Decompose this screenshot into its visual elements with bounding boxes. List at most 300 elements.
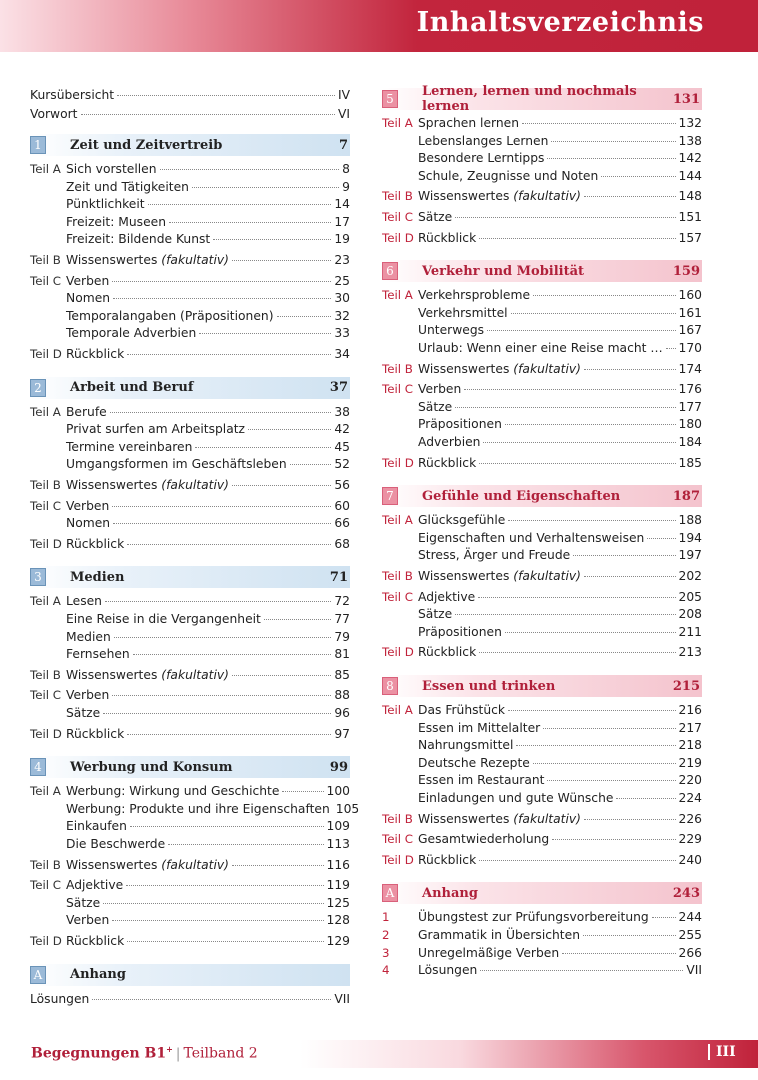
toc-page-number: 180 <box>678 417 702 432</box>
toc-entry <box>382 360 702 378</box>
toc-entry-title <box>418 304 508 322</box>
toc-page-number: 109 <box>326 819 350 834</box>
dot-leader <box>562 953 675 954</box>
toc-part-label: Teil C <box>30 498 62 513</box>
chapter-heading <box>30 756 350 778</box>
toc-page-number: 142 <box>678 151 702 166</box>
toc-entry-title-text: Rückblick <box>66 347 125 361</box>
toc-entry <box>382 229 702 247</box>
toc-page-number: 167 <box>678 323 702 338</box>
toc-entry-title-text: Termine vereinbaren <box>66 439 193 454</box>
toc-entry-title <box>66 894 100 912</box>
toc-part-label: Teil B <box>30 667 61 682</box>
toc-entry <box>30 835 350 853</box>
chapter-heading <box>30 377 350 399</box>
footer-subtitle: Teilband 2 <box>183 1045 258 1062</box>
toc-entry <box>30 704 350 722</box>
toc-entry-title-text: Sätze <box>418 399 453 414</box>
toc-page-number: 125 <box>326 895 350 910</box>
chapter-page: 37 <box>329 380 348 396</box>
toc-entry-title <box>418 546 570 564</box>
toc-part-label: Teil B <box>30 478 61 492</box>
toc-entry-title-text: Grammatik in Übersichten <box>418 928 580 942</box>
toc-entry <box>382 529 702 547</box>
toc-entry-title <box>66 535 124 553</box>
toc-part-label: Teil D <box>30 726 62 741</box>
chapter-number-badge: 6 <box>382 262 398 280</box>
toc-page-number: 105 <box>335 801 360 816</box>
toc-entry-title-text: Deutsche Rezepte <box>418 755 530 770</box>
toc-entry-extra: (fakultativ) <box>513 189 581 204</box>
toc-entry-title-text: Die Beschwerde <box>66 837 166 851</box>
toc-page-number: 266 <box>678 945 702 960</box>
toc-entry-title-text: Freizeit: Bildende Kunst <box>66 232 211 247</box>
toc-entry-title <box>418 114 519 132</box>
footer-book-name: Begegnungen B1 <box>31 1045 167 1062</box>
toc-page-number: 177 <box>678 399 702 414</box>
toc-entry <box>30 666 350 684</box>
toc-page-number: 205 <box>678 589 702 604</box>
toc-entry <box>382 908 702 926</box>
toc-page-number: 220 <box>678 773 702 788</box>
toc-entry-title <box>66 160 157 178</box>
toc-entry-title-text: Wissenswertes <box>66 478 158 492</box>
toc-entry <box>30 817 350 835</box>
toc-entry-title-text: Rückblick <box>418 645 477 660</box>
toc-entry <box>30 213 350 231</box>
toc-entry-title <box>418 529 644 547</box>
toc-entry-title-text: Essen im Mittelalter <box>418 720 541 735</box>
chapter-number-badge: A <box>30 966 46 984</box>
toc-entry-title-text: Verkehrsmittel <box>418 305 508 320</box>
toc-page-number: 100 <box>326 784 350 799</box>
dot-leader <box>551 141 675 142</box>
dot-leader <box>483 442 675 443</box>
toc-entry-title <box>418 511 505 529</box>
toc-page-number: 202 <box>678 569 702 583</box>
dot-leader <box>583 935 676 936</box>
toc-part-label: Teil B <box>382 361 413 376</box>
toc-entry-title-text: Sätze <box>418 607 453 622</box>
toc-part-label: Teil D <box>382 645 414 660</box>
dot-leader <box>511 313 676 314</box>
toc-part-label: Teil D <box>382 230 414 245</box>
toc-entry <box>382 771 702 789</box>
dot-leader <box>505 424 676 425</box>
toc-entry-title-text: Sich vorstellen <box>66 162 157 176</box>
toc-page-number: 224 <box>678 791 702 805</box>
toc-page-number: 160 <box>678 288 702 303</box>
toc-entry <box>30 514 350 532</box>
toc-entry-title <box>66 455 287 473</box>
toc-entry-title-text: Einkaufen <box>66 819 127 834</box>
toc-entry-title-text: Pünktlichkeit <box>66 197 145 212</box>
toc-page-number: 244 <box>678 910 702 925</box>
dot-leader <box>277 316 332 317</box>
toc-entry-title-text: Sätze <box>418 210 453 224</box>
dot-leader <box>508 520 675 521</box>
toc-entry-title-text: Wissenswertes <box>66 253 158 267</box>
toc-page-number: 151 <box>678 210 702 224</box>
dot-leader <box>533 763 676 764</box>
toc-entry-title <box>30 990 89 1008</box>
toc-entry <box>30 420 350 438</box>
toc-page-number: 19 <box>334 232 350 247</box>
toc-entry-title <box>418 415 502 433</box>
toc-entry-title <box>66 476 229 494</box>
chapter-title: Gefühle und Eigenschaften <box>422 488 621 504</box>
toc-entry-title <box>66 856 229 874</box>
toc-page-number: 45 <box>334 439 350 454</box>
toc-part-label: 1 <box>382 910 390 925</box>
toc-part-label: Teil C <box>382 832 414 847</box>
toc-entry-title-text: Lösungen <box>418 963 478 978</box>
toc-entry <box>30 497 350 515</box>
toc-entry-title-text: Rückblick <box>66 934 125 948</box>
toc-entry <box>382 304 702 322</box>
toc-entry-title-text: Sätze <box>66 706 101 720</box>
toc-entry-title-text: Lösungen <box>30 991 90 1006</box>
toc-entry-title <box>66 666 229 684</box>
toc-page-number: 33 <box>334 326 350 341</box>
toc-entry <box>30 990 350 1008</box>
dot-leader <box>133 654 332 655</box>
toc-entry-title-text: Rückblick <box>418 455 477 470</box>
chapter-title: Werbung und Konsum <box>70 759 233 775</box>
toc-entry-title-text: Nomen <box>66 516 111 531</box>
toc-page-number: 88 <box>334 688 350 703</box>
page-title: Inhaltsverzeichnis <box>416 7 704 38</box>
chapter-heading <box>30 566 350 588</box>
toc-entry-title-text: Verben <box>66 498 110 513</box>
chapter-number-badge: A <box>382 884 398 902</box>
dot-leader <box>113 523 331 524</box>
dot-leader <box>479 860 675 861</box>
dot-leader <box>666 348 676 349</box>
toc-entry-extra: (fakultativ) <box>513 361 581 376</box>
toc-entry-title-text: Schule, Zeugnisse und Noten <box>418 168 599 183</box>
dot-leader <box>455 407 675 408</box>
dot-leader <box>584 196 676 197</box>
dot-leader <box>480 970 683 971</box>
toc-entry-title-text: Glücksgefühle <box>418 513 506 528</box>
dot-leader <box>112 281 331 282</box>
dot-leader <box>508 710 675 711</box>
toc-entry-title-text: Unregelmäßige Verben <box>418 945 560 960</box>
toc-entry-title <box>66 403 107 421</box>
toc-entry-title <box>418 830 549 848</box>
toc-entry <box>30 610 350 628</box>
toc-page-number: 138 <box>678 133 702 148</box>
toc-entry-title-text: Wissenswertes <box>66 857 158 872</box>
chapter-heading <box>30 964 350 986</box>
toc-page-number: 197 <box>678 548 702 563</box>
dot-leader <box>199 333 331 334</box>
chapter-page: 7 <box>338 137 348 153</box>
chapter-page: 99 <box>329 759 348 775</box>
toc-entry <box>382 754 702 772</box>
toc-entry <box>382 944 702 962</box>
dot-leader <box>584 369 676 370</box>
toc-entry <box>30 856 350 874</box>
dot-leader <box>117 95 335 96</box>
toc-entry-title <box>66 251 229 269</box>
chapter-title: Verkehr und Mobilität <box>422 263 585 279</box>
toc-entry-title-text: Temporalangaben (Präpositionen) <box>66 308 274 323</box>
dot-leader <box>127 941 323 942</box>
toc-page-number: 113 <box>326 837 350 851</box>
toc-entry-title <box>66 307 274 325</box>
toc-entry <box>30 251 350 269</box>
toc-entry-title-text: Rückblick <box>66 536 125 551</box>
toc-entry <box>382 961 702 979</box>
toc-page-number: 218 <box>678 738 702 753</box>
chapter-number-badge: 3 <box>30 568 46 586</box>
toc-page-number: 208 <box>678 607 702 622</box>
toc-entry <box>30 476 350 494</box>
toc-entry-title-text: Sätze <box>66 895 101 910</box>
toc-page-number: IV <box>337 88 350 102</box>
dot-leader <box>455 614 675 615</box>
toc-entry-title <box>418 339 663 357</box>
toc-entry <box>382 114 702 132</box>
dot-leader <box>92 999 331 1000</box>
toc-page-number: 184 <box>678 435 702 449</box>
chapter-heading <box>382 260 702 282</box>
toc-page-number: 38 <box>334 404 350 419</box>
dot-leader <box>652 917 676 918</box>
dot-leader <box>130 826 324 827</box>
toc-entry-extra: (fakultativ) <box>161 253 229 267</box>
toc-entry <box>30 438 350 456</box>
chapter-page: 187 <box>672 488 700 504</box>
dot-leader <box>168 844 323 845</box>
footer-book-title: Begegnungen B1+ | Teilband 2 <box>31 1044 258 1062</box>
toc-entry-title <box>418 701 505 719</box>
chapter-page: 71 <box>329 569 348 585</box>
toc-part-label: Teil D <box>30 934 62 948</box>
toc-page-number: 14 <box>334 197 350 212</box>
toc-part-label: Teil C <box>382 210 414 224</box>
chapter-page: 131 <box>672 91 700 107</box>
chapter-heading <box>382 882 702 904</box>
toc-entry-title <box>418 360 581 378</box>
toc-page-number: 144 <box>678 168 702 183</box>
dot-leader <box>647 538 675 539</box>
toc-entry <box>382 851 702 869</box>
toc-page-number: 81 <box>334 647 350 662</box>
dot-leader <box>516 745 675 746</box>
toc-entry <box>382 149 702 167</box>
toc-entry-title <box>66 911 109 929</box>
dot-leader <box>103 903 323 904</box>
toc-entry <box>30 403 350 421</box>
toc-entry-title-text: Verben <box>66 688 110 703</box>
toc-entry-title-text: Rückblick <box>418 230 477 245</box>
toc-page-number: 176 <box>678 382 702 397</box>
dot-leader <box>127 354 331 355</box>
dot-leader <box>479 652 675 653</box>
toc-page-number: 129 <box>326 934 350 948</box>
toc-entry-title-text: Eigenschaften und Verhaltensweisen <box>418 530 645 545</box>
dot-leader <box>547 780 675 781</box>
toc-part-label: Teil B <box>30 857 61 872</box>
toc-entry <box>30 686 350 704</box>
toc-page-number: 8 <box>342 162 350 176</box>
toc-entry <box>382 643 702 661</box>
toc-entry-title <box>66 725 124 743</box>
toc-entry-title <box>418 149 544 167</box>
toc-entry <box>382 415 702 433</box>
toc-page-number: VII <box>334 991 350 1006</box>
toc-page-number: 52 <box>334 457 350 472</box>
toc-entry-title <box>66 800 330 818</box>
dot-leader <box>505 632 676 633</box>
dot-leader <box>479 238 675 239</box>
toc-page-number: 119 <box>326 878 350 893</box>
toc-part-label: Teil D <box>30 536 62 551</box>
dot-leader <box>81 114 335 115</box>
toc-page-number: 188 <box>678 513 702 528</box>
toc-entry-title <box>66 178 189 196</box>
dot-leader <box>232 260 331 261</box>
toc-entry <box>30 230 350 248</box>
toc-entry-title-text: Adjektive <box>418 589 476 604</box>
toc-entry-title <box>418 771 544 789</box>
toc-entry-title-text: Verben <box>66 273 110 288</box>
toc-entry <box>30 105 350 123</box>
toc-entry <box>382 339 702 357</box>
chapter-number-badge: 5 <box>382 90 398 108</box>
toc-entry-title <box>66 289 110 307</box>
toc-entry-title <box>66 628 111 646</box>
dot-leader <box>112 695 331 696</box>
dot-leader <box>601 176 675 177</box>
toc-entry-title-text: Das Frühstück <box>418 703 506 717</box>
toc-entry <box>382 789 702 807</box>
dot-leader <box>195 447 331 448</box>
dot-leader <box>103 713 331 714</box>
toc-entry-title <box>66 438 192 456</box>
toc-entry-title-text: Privat surfen am Arbeitsplatz <box>66 422 246 437</box>
toc-entry-title <box>66 835 165 853</box>
dot-leader <box>113 298 331 299</box>
toc-entry-title-text: Eine Reise in die Vergangenheit <box>66 612 261 626</box>
chapter-heading <box>30 134 350 156</box>
toc-part-label: Teil A <box>382 703 413 717</box>
toc-page-number: VI <box>337 107 350 121</box>
dot-leader <box>148 204 332 205</box>
chapter-heading <box>382 485 702 507</box>
toc-entry-title-text: Werbung: Produkte und ihre Eigenschaften <box>66 801 330 816</box>
dot-leader <box>282 791 323 792</box>
dot-leader <box>264 619 331 620</box>
toc-entry <box>382 605 702 623</box>
toc-entry-title-text: Unterwegs <box>418 323 485 338</box>
toc-page-number: 68 <box>334 536 350 551</box>
toc-entry <box>30 307 350 325</box>
toc-part-label: Teil A <box>382 513 413 528</box>
dot-leader <box>112 506 331 507</box>
toc-entry <box>382 208 702 226</box>
toc-entry <box>30 645 350 663</box>
dot-leader <box>573 555 675 556</box>
toc-entry-title <box>66 213 166 231</box>
toc-entry <box>30 86 350 104</box>
toc-page-number: 217 <box>678 720 702 735</box>
toc-entry-title-text: Gesamtwiederholung <box>418 832 550 847</box>
toc-entry <box>30 535 350 553</box>
chapter-number-badge: 4 <box>30 758 46 776</box>
toc-entry-title-text: Besondere Lerntipps <box>418 151 545 166</box>
toc-page-number: 128 <box>326 913 350 928</box>
toc-entry-title-text: Adjektive <box>66 878 124 893</box>
dot-leader <box>232 485 331 486</box>
dot-leader <box>478 597 675 598</box>
toc-page-number: 97 <box>334 726 350 741</box>
toc-entry-title-text: Präpositionen <box>418 417 502 432</box>
toc-entry <box>382 132 702 150</box>
toc-entry-title-text: Präpositionen <box>418 624 502 639</box>
toc-entry-title <box>66 592 102 610</box>
toc-entry-title <box>66 324 196 342</box>
toc-entry-title-text: Essen im Restaurant <box>418 773 545 788</box>
toc-part-label: 4 <box>382 963 390 978</box>
toc-page-number: 170 <box>678 341 702 355</box>
toc-page-number: VII <box>686 963 702 978</box>
dot-leader <box>110 412 332 413</box>
toc-entry-title-text: Medien <box>66 629 111 644</box>
toc-entry-title <box>418 944 559 962</box>
toc-entry <box>30 289 350 307</box>
toc-part-label: 2 <box>382 928 390 942</box>
chapter-title: Arbeit und Beruf <box>70 380 194 396</box>
toc-entry <box>382 567 702 585</box>
toc-entry <box>30 272 350 290</box>
toc-entry-title <box>66 230 210 248</box>
toc-entry-title-text: Stress, Ärger und Freude <box>418 548 571 563</box>
dot-leader <box>160 169 340 170</box>
toc-page-number: 185 <box>678 455 702 470</box>
toc-entry <box>382 623 702 641</box>
toc-entry-extra: (fakultativ) <box>513 569 581 583</box>
toc-entry-title <box>418 229 476 247</box>
dot-leader <box>584 819 676 820</box>
toc-entry-title <box>418 380 461 398</box>
dot-leader <box>232 675 331 676</box>
toc-entry-title <box>66 782 279 800</box>
toc-entry <box>30 178 350 196</box>
toc-entry-title <box>418 321 484 339</box>
toc-page-number: 77 <box>334 612 350 626</box>
dot-leader <box>290 464 332 465</box>
toc-entry <box>382 286 702 304</box>
toc-entry-extra: (fakultativ) <box>161 667 229 682</box>
toc-page-number: 240 <box>678 852 702 867</box>
toc-part-label: Teil B <box>30 253 61 267</box>
toc-page-number: 148 <box>678 189 702 204</box>
dot-leader <box>522 123 676 124</box>
dot-leader <box>248 429 331 430</box>
toc-entry-title <box>418 789 613 807</box>
toc-entry-title-text: Lesen <box>66 594 102 609</box>
toc-entry <box>382 321 702 339</box>
toc-page-number: 79 <box>334 629 350 644</box>
toc-entry <box>30 324 350 342</box>
toc-entry-extra: (fakultativ) <box>161 478 229 492</box>
toc-entry <box>382 736 702 754</box>
toc-entry-title <box>66 686 109 704</box>
